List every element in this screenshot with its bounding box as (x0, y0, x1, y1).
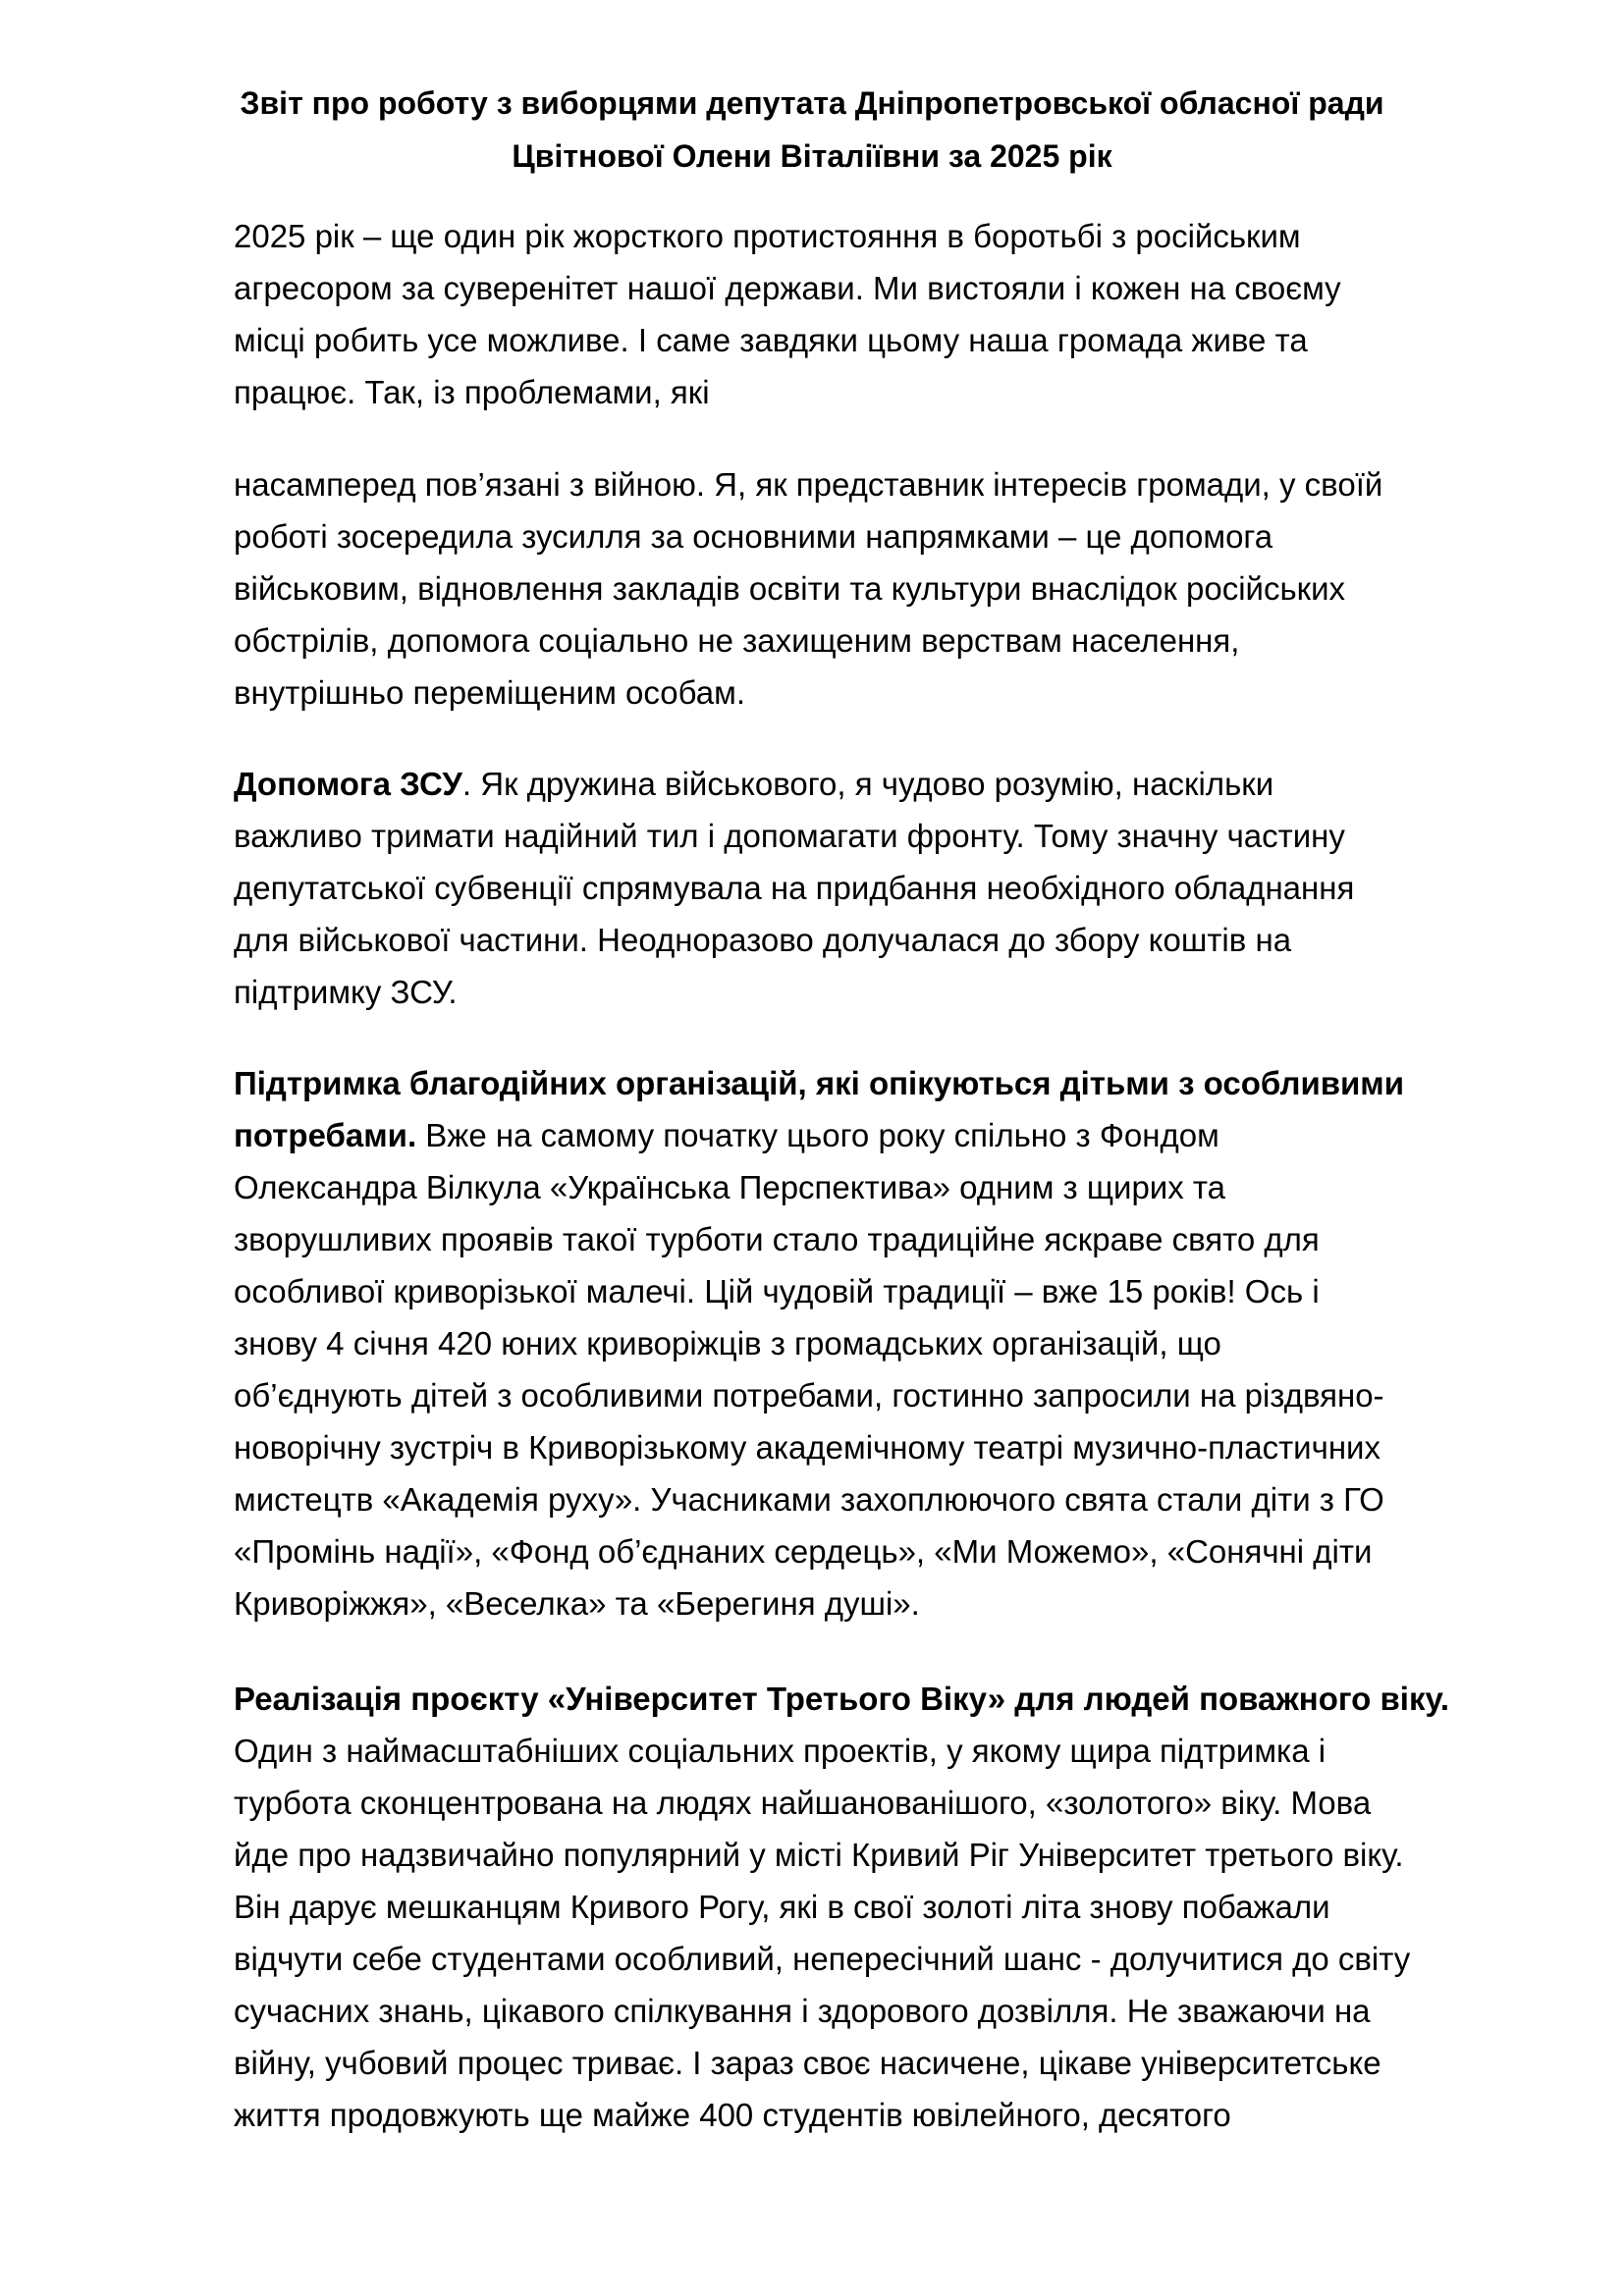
paragraph-line: особливої криворізької малечі. Цій чудовій традиції – вже 15 років! Ось і (234, 1273, 1320, 1309)
document-title-line-2: Цвітнової Олени Віталіївни за 2025 рік (512, 138, 1112, 174)
paragraph-line: військовим, відновлення закладів освіти та культури внаслідок російських (234, 570, 1346, 607)
paragraph-line: обстрілів, допомога соціально не захищеним верствам населення, (234, 622, 1240, 659)
paragraph-line: об’єднують дітей з особливими потребами, гостинно запросили на різдвяно- (234, 1377, 1384, 1414)
charity-heading-tail: потребами. (234, 1117, 417, 1153)
zsu-first-line-text: . Як дружина військового, я чудово розумію, наскільки (461, 766, 1274, 802)
university-section (234, 1673, 1530, 2141)
paragraph-line: насамперед пов’язані з війною. Я, як представник інтересів громади, у своїй (234, 466, 1383, 503)
paragraph-line: відчути себе студентами особливий, непересічний шанс - долучитися до світу (234, 1941, 1411, 1977)
university-heading (234, 1673, 1530, 1725)
charity-second-line-text: Вже на самому початку цього року спільно з Фондом (416, 1117, 1219, 1153)
paragraph-line: зворушливих проявів такої турботи стало традиційне яскраве свято для (234, 1221, 1320, 1257)
paragraph-line: «Промінь надії», «Фонд об’єднаних сердець», «Ми Можемо», «Сонячні діти (234, 1533, 1373, 1570)
paragraph-line: для військової частини. Неодноразово долучалася до збору коштів на (234, 922, 1292, 958)
paragraph-line: місці робить усе можливе. І саме завдяки цьому наша громада живе та (234, 322, 1308, 358)
charity-heading (234, 1057, 1530, 1109)
paragraph-line: внутрішньо переміщеним особам. (234, 674, 745, 711)
zsu-heading: Допомога ЗСУ (234, 766, 462, 802)
paragraph-line: Олександра Вілкула «Українська Перспектива» одним з щирих та (234, 1169, 1225, 1205)
paragraph-line: мистецтв «Академія руху». Учасниками захоплюючого свята стали діти з ГО (234, 1481, 1384, 1518)
continuation-paragraph (234, 458, 1530, 719)
paragraph-line: знову 4 січня 420 юних криворіжців з громадських організацій, що (234, 1325, 1221, 1362)
paragraph-line: турбота сконцентрована на людях найшанованішого, «золотого» віку. Мова (234, 1785, 1372, 1821)
paragraph-line (234, 758, 1530, 810)
charity-heading-text: Підтримка благодійних організацій, які опікуються дітьми з особливими (234, 1065, 1404, 1101)
paragraph-line: Один з наймасштабніших соціальних проектів, у якому щира підтримка і (234, 1733, 1326, 1769)
paragraph-line: працює. Так, із проблемами, які (234, 374, 710, 410)
charity-section (234, 1057, 1530, 1629)
paragraph-line: агресором за суверенітет нашої держави. Ми вистояли і кожен на своєму (234, 270, 1341, 306)
paragraph-line: життя продовжують ще майже 400 студентів ювілейного, десятого (234, 2097, 1231, 2133)
university-heading-text: Реалізація проєкту «Університет Третього Віку» для людей поважного віку. (234, 1681, 1450, 1717)
paragraph-line: роботі зосередила зусилля за основними напрямками – це допомога (234, 518, 1273, 555)
document-title-line-1: Звіт про роботу з виборцями депутата Дніпропетровської обласної ради (240, 85, 1384, 121)
paragraph-line: депутатської субвенції спрямувала на придбання необхідного обладнання (234, 870, 1355, 906)
paragraph-line (234, 1109, 1530, 1161)
paragraph-line: йде про надзвичайно популярний у місті Кривий Ріг Університет третього віку. (234, 1837, 1404, 1873)
zsu-section (234, 758, 1530, 1018)
paragraph-line: новорічну зустріч в Криворізькому академічному театрі музично-пластичних (234, 1429, 1380, 1466)
paragraph-line: 2025 рік – ще один рік жорсткого протистояння в боротьбі з російським (234, 218, 1301, 254)
paragraph-line: підтримку ЗСУ. (234, 974, 458, 1010)
paragraph-line: війну, учбовий процес триває. І зараз своє насичене, цікаве університетське (234, 2045, 1381, 2081)
paragraph-line: важливо тримати надійний тил і допомагати фронту. Тому значну частину (234, 818, 1345, 854)
paragraph-line: Він дарує мешканцям Кривого Рогу, які в свої золоті літа знову побажали (234, 1889, 1330, 1925)
intro-paragraph (234, 210, 1530, 418)
paragraph-line: сучасних знань, цікавого спілкування і здорового дозвілля. Не зважаючи на (234, 1993, 1371, 2029)
paragraph-line: Криворіжжя», «Веселка» та «Берегиня душі». (234, 1585, 920, 1622)
